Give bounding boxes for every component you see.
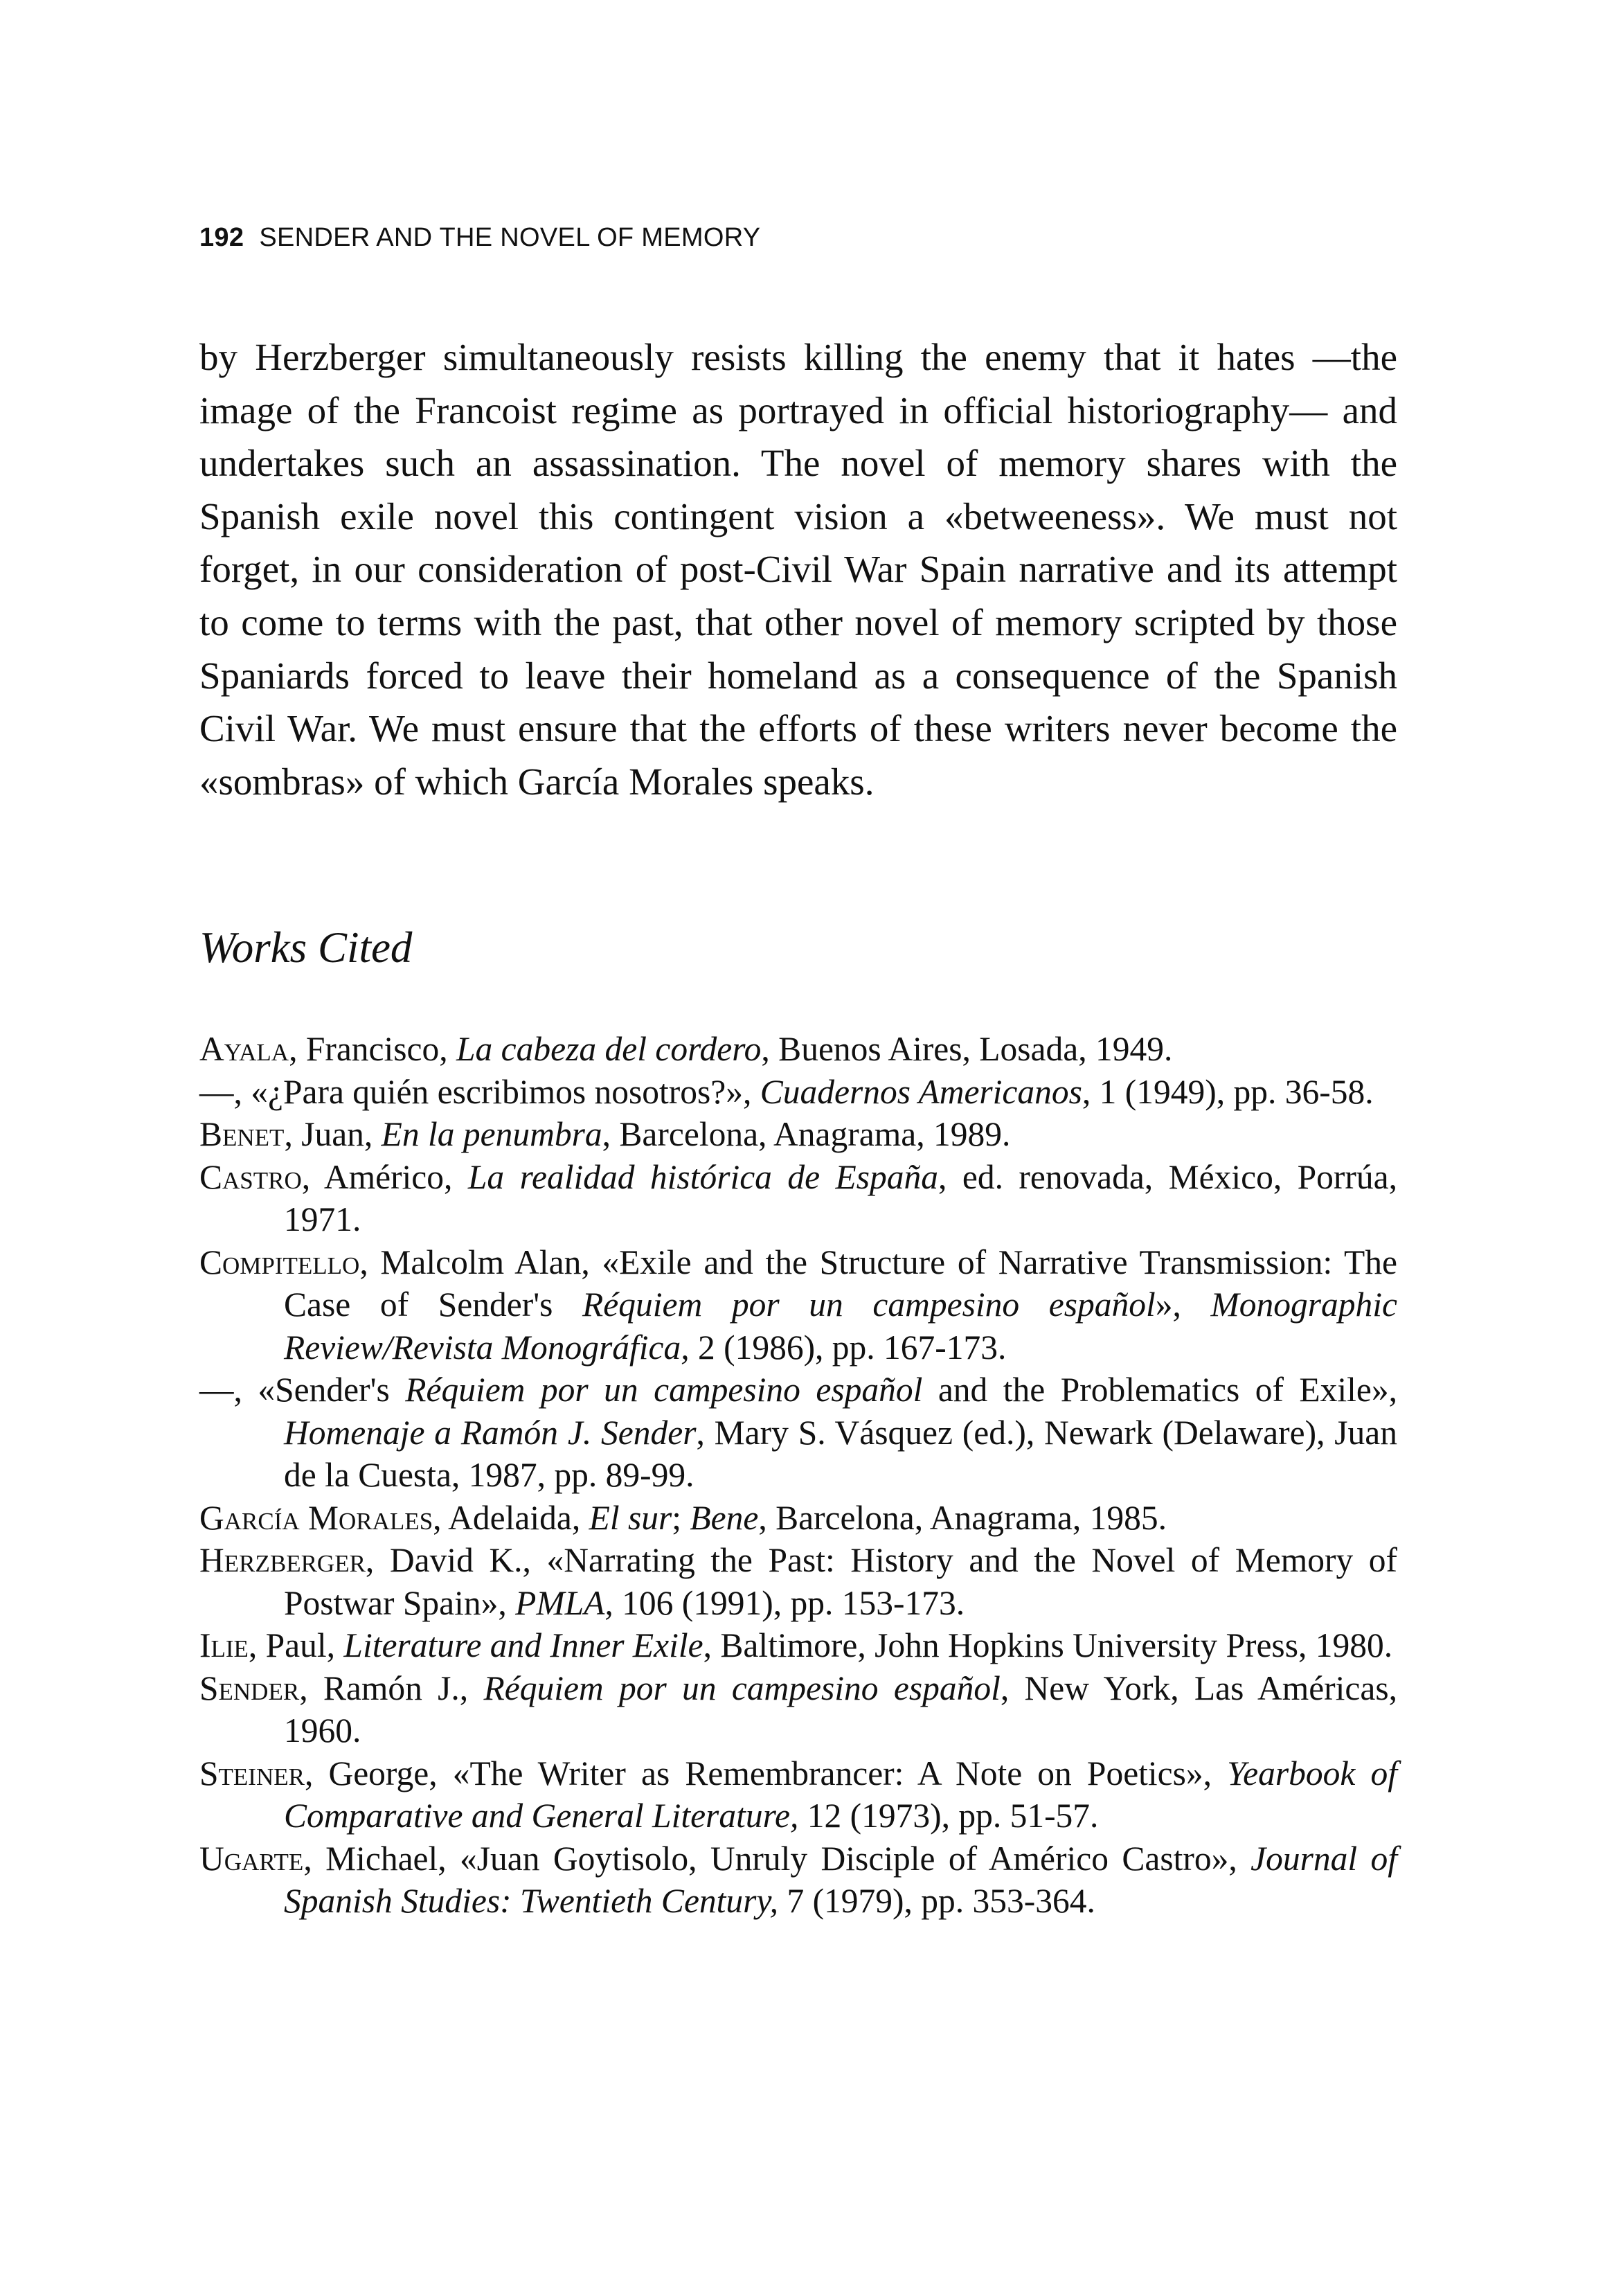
citation-title: La cabeza del cordero [456, 1030, 762, 1068]
citation-title: PMLA, [515, 1583, 613, 1622]
citation-author: Ilie [199, 1626, 249, 1664]
citation-entry: García Morales, Adelaida, El sur; Bene, Barcelona, Anagrama, 1985. [199, 1498, 1167, 1537]
citation-author: Compitello [199, 1243, 360, 1281]
citation-entry: Steiner, George, «The Writer as Remembrancer: A Note on Poetics», Yearbook of Comparative and General Literature, 12 (1973), pp. 51-57. [199, 1754, 1397, 1835]
citation-entry: Benet, Juan, En la penumbra, Barcelona, Anagrama, 1989. [199, 1115, 1011, 1153]
citation-entry: Compitello, Malcolm Alan, «Exile and the Structure of Narrative Transmission: The Case of Sender's Réquiem por un campesino español», Monographic Review/Revista Monográfica, 2 (1986), pp. 167-173. [199, 1243, 1398, 1367]
citation-author: Ayala [199, 1030, 289, 1068]
citation-entry: —, «¿Para quién escribimos nosotros?», Cuadernos Americanos, 1 (1949), pp. 36-58. [199, 1072, 1374, 1111]
citation-author: Ugarte [199, 1839, 304, 1878]
citation-entry: Ugarte, Michael, «Juan Goytisolo, Unruly Disciple of Américo Castro», Journal of Spanish Studies: Twentieth Century, 7 (1979), pp. 353-364. [199, 1839, 1397, 1920]
citation-author: Benet [199, 1115, 285, 1153]
works-cited-heading: Works Cited [199, 923, 413, 972]
citation-entry: Sender, Ramón J., Réquiem por un campesino español, New York, Las Américas, 1960. [199, 1668, 1397, 1750]
citation-author: — [199, 1371, 234, 1409]
page-number: 192 [199, 223, 244, 252]
citation-journal: Monographic Review/Revista Monográfica, [284, 1285, 1398, 1367]
citation-entry: Herzberger, David K., «Narrating the Past: History and the Novel of Memory of Postwar Spain», PMLA, 106 (1991), pp. 153-173. [199, 1541, 1397, 1622]
works-cited-list [199, 1028, 1397, 1923]
citation-title: Réquiem por un campesino español [483, 1668, 1001, 1707]
citation-author: García Morales [199, 1498, 433, 1537]
citation-title: En la penumbra [381, 1115, 602, 1153]
running-title: SENDER AND THE NOVEL OF MEMORY [259, 223, 761, 252]
body-paragraph: by Herzberger simultaneously resists killing the enemy that it hates —the image of the Francoist regime as portrayed in official historiography— and undertakes such an assassination. The novel of memory shares with the Spanish exile novel this contingent vision a «betweeness». We must not forget, in our consideration of post-Civil War Spain narrative and its attempt to come to terms with the past, that other novel of memory scripted by those Spaniards forced to leave their homeland as a consequence of the Spanish Civil War. We must ensure that the efforts of these writers never become the «sombras» of which García Morales speaks. [199, 336, 1397, 803]
citation-author: Herzberger [199, 1541, 366, 1579]
citation-entry: Ayala, Francisco, La cabeza del cordero, Buenos Aires, Losada, 1949. [199, 1030, 1173, 1068]
citation-entry: Ilie, Paul, Literature and Inner Exile, Baltimore, John Hopkins University Press, 1980. [199, 1626, 1393, 1664]
citation-author: Steiner [199, 1754, 305, 1792]
citation-entry: —, «Sender's Réquiem por un campesino español and the Problematics of Exile», Homenaje a Ramón J. Sender, Mary S. Vásquez (ed.), Newark (Delaware), Juan de la Cuesta, 1987, pp. 89-99. [199, 1371, 1398, 1494]
citation-entry: Castro, Américo, La realidad histórica de España, ed. renovada, México, Porrúa, 1971. [199, 1157, 1397, 1238]
citation-title: Journal of Spanish Studies: Twentieth Century, [284, 1839, 1397, 1920]
running-head [199, 220, 1404, 255]
citation-title: El sur [589, 1498, 672, 1537]
citation-title: Cuadernos Americanos [760, 1072, 1082, 1111]
citation-title: La realidad histórica de España [467, 1157, 939, 1196]
citation-journal: Homenaje a Ramón J. Sender [284, 1413, 697, 1452]
citation-author: Castro [199, 1157, 302, 1196]
citation-author: Sender [199, 1668, 300, 1707]
citation-title: Réquiem por un campesino español [582, 1285, 1156, 1324]
citation-author: — [199, 1072, 234, 1111]
citation-title-2: Bene [690, 1498, 759, 1537]
citation-title: Réquiem por un campesino español [405, 1371, 923, 1409]
citation-title: Literature and Inner Exile [343, 1626, 703, 1664]
citation-title: Yearbook of Comparative and General Literature, [284, 1754, 1397, 1835]
